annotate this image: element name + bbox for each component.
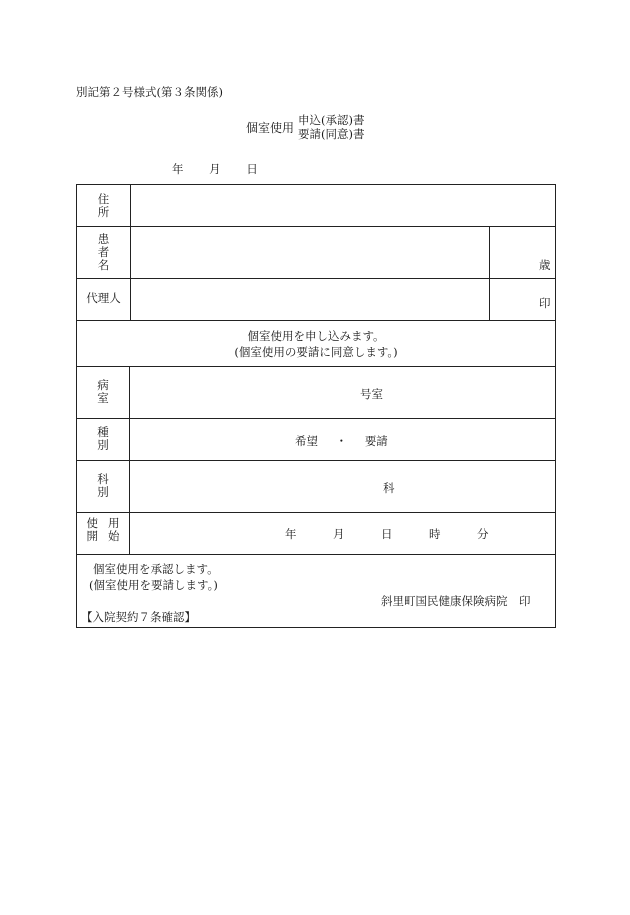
date-day: 日: [246, 162, 258, 176]
start-minute: 分: [477, 527, 489, 541]
type-separator: ・: [335, 434, 348, 448]
age-unit: 歳: [539, 258, 551, 272]
type-label: 種 別: [97, 425, 109, 452]
col-divider: [489, 226, 490, 320]
row-divider: [77, 320, 555, 321]
form-table: [76, 184, 556, 628]
type-option-request-by-hospital[interactable]: 要請: [364, 434, 388, 448]
room-label: 病 室: [97, 378, 109, 405]
date-month: 月: [209, 162, 221, 176]
department-label: 科 別: [97, 472, 109, 499]
patient-name-field[interactable]: [133, 243, 483, 261]
type-options: [295, 433, 388, 449]
date-year: 年: [172, 162, 184, 176]
start-datetime-field[interactable]: [285, 526, 489, 542]
department-field[interactable]: 科: [383, 481, 395, 495]
address-label: 住 所: [97, 191, 110, 219]
room-number-field[interactable]: 号室: [360, 387, 383, 401]
seal-mark: 印: [539, 296, 551, 310]
start-day: 日: [381, 527, 393, 541]
start-hour: 時: [429, 527, 441, 541]
application-statement: 個室使用を申し込みます。: [247, 329, 385, 343]
title-options: [298, 113, 364, 141]
agent-label: 代理人: [86, 291, 121, 305]
title-option-request: 要請(同意)書: [298, 127, 365, 141]
patient-label: 患 者 名: [97, 231, 110, 272]
row-divider: [77, 278, 555, 279]
row-divider: [77, 460, 555, 461]
consent-statement: (個室使用の要請に同意します。): [234, 345, 398, 359]
row-divider: [77, 554, 555, 555]
start-month: 月: [333, 527, 345, 541]
address-field[interactable]: [133, 197, 553, 215]
start-year: 年: [285, 527, 297, 541]
title-option-application: 申込(承認)書: [298, 113, 365, 127]
contract-note: 【入院契約７条確認】: [81, 610, 196, 624]
request-statement: (個室使用を要請します。): [89, 578, 218, 592]
col-divider: [129, 366, 130, 554]
form-title: [246, 113, 365, 141]
row-divider: [77, 512, 555, 513]
type-option-request-by-patient[interactable]: 希望: [295, 434, 318, 448]
title-main: 個室使用: [246, 120, 295, 135]
col-divider: [130, 185, 131, 320]
date-line: [172, 161, 280, 177]
form-id: 別記第２号様式(第３条関係): [76, 85, 223, 99]
start-label: 使 用 開 始: [86, 516, 120, 543]
row-divider: [77, 226, 555, 227]
approval-statement: 個室使用を承認します。: [93, 562, 219, 576]
row-divider: [77, 418, 555, 419]
row-divider: [77, 366, 555, 367]
hospital-seal: 斜里町国民健康保険病院 印: [381, 594, 531, 608]
agent-field[interactable]: [133, 290, 483, 308]
